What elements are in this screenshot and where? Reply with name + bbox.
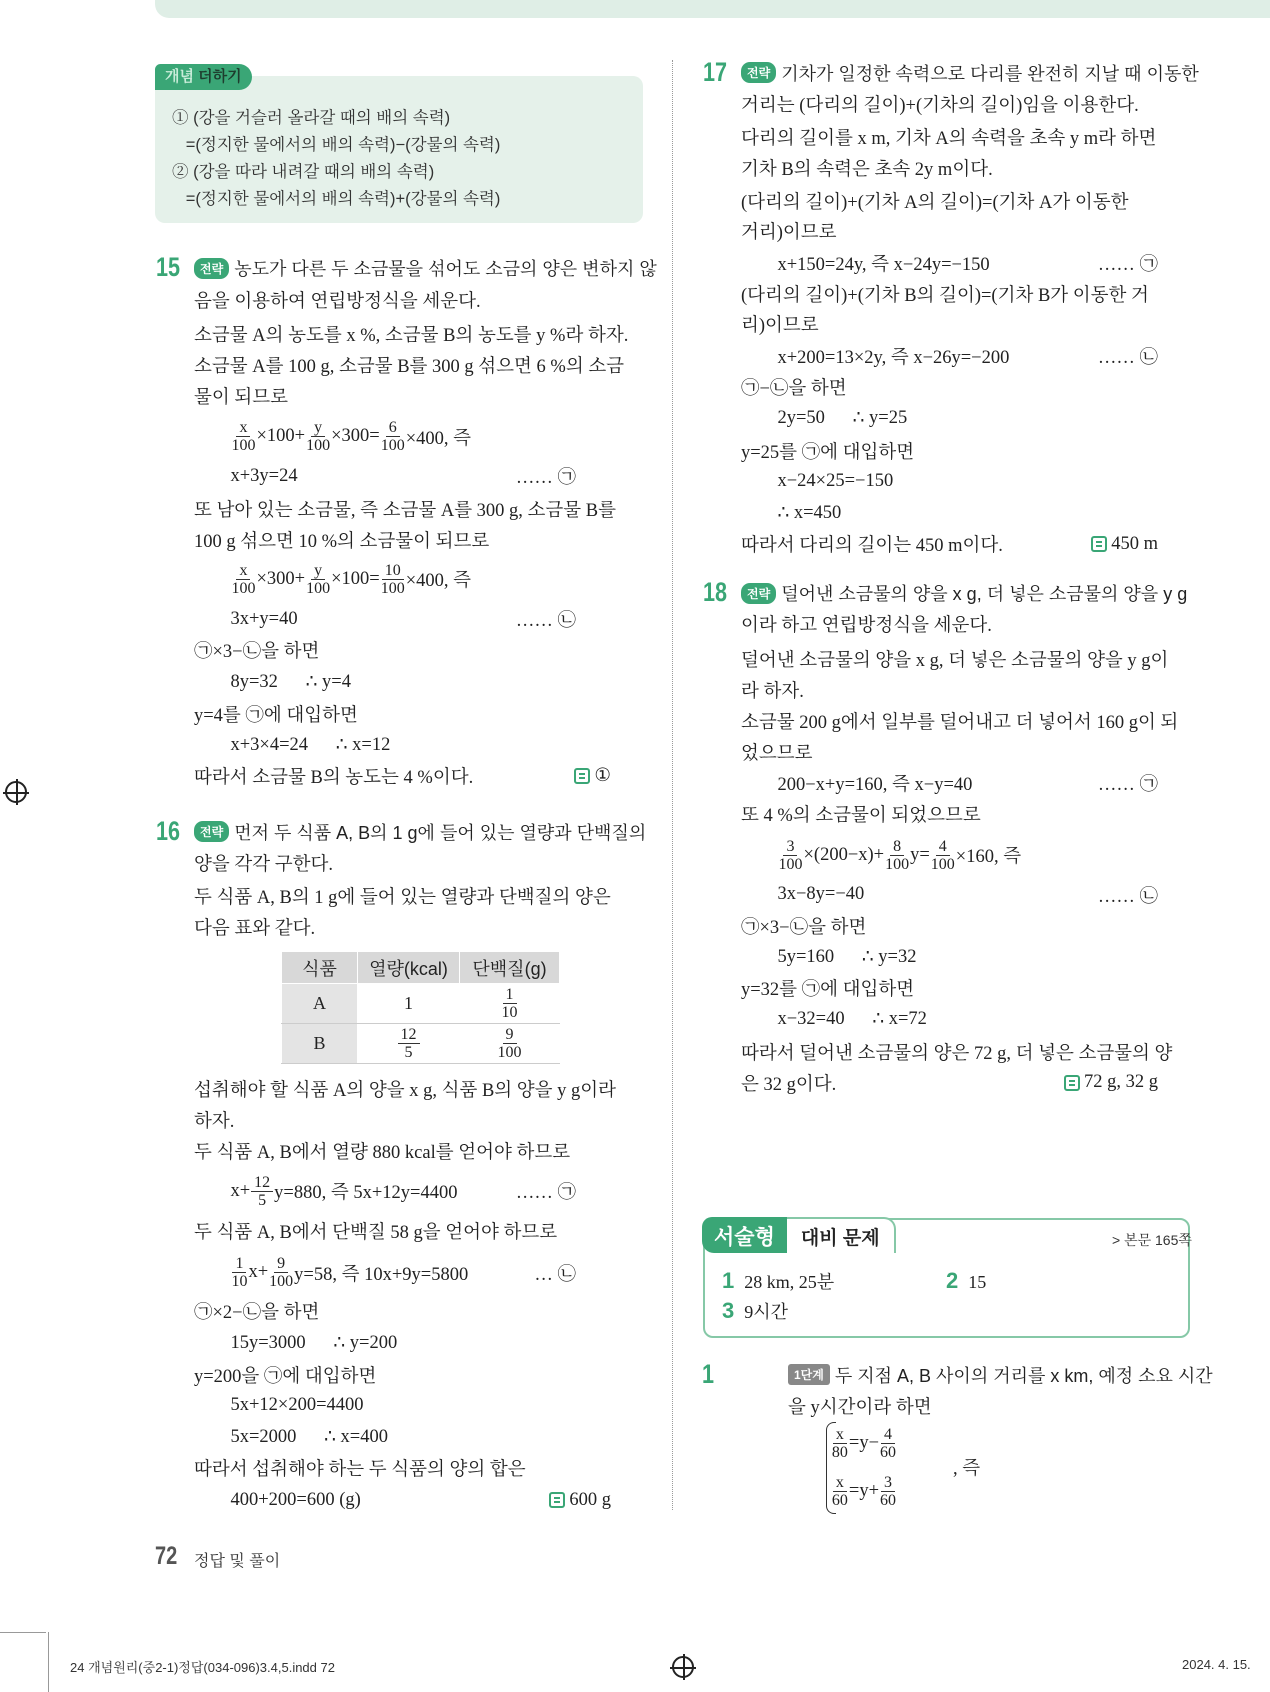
numerator: 12 (398, 1026, 420, 1044)
table-cell: 1 (358, 984, 460, 1024)
denominator: 100 (778, 855, 803, 873)
text-segment: 두 지점 A, B 사이의 거리를 x km, 예정 소요 시간 (834, 1365, 1213, 1386)
fraction (251, 1174, 273, 1209)
fraction (880, 1426, 896, 1461)
denominator: 100 (231, 437, 256, 455)
text-segment: 섭취해야 할 식품 A의 양을 x g, 식품 B의 양을 y g이라 (194, 1081, 617, 1102)
question-number: 16 (156, 815, 181, 846)
text-segment: ㉠−㉡을 하면 (741, 379, 847, 400)
text-segment: y=58, 즉 10x+9y=5800 (294, 1264, 469, 1285)
equation-label: …… ㉠ (515, 468, 576, 489)
text-segment: 두 식품 A, B에서 열량 880 kcal를 얻어야 하므로 (194, 1143, 571, 1164)
table-cell (460, 984, 560, 1024)
numerator: 3 (881, 1474, 895, 1492)
denominator: 100 (269, 1273, 294, 1291)
fraction (880, 1474, 896, 1509)
concept-line: =(정지한 물에서의 배의 속력)+(강물의 속력) (172, 190, 501, 208)
numerator: 1 (503, 986, 517, 1004)
numerator: y (311, 562, 325, 580)
text-segment: ×400, 즉 (405, 571, 472, 592)
equation-label: …… ㉠ (515, 1183, 576, 1204)
text-segment: x+200=13×2y, 즉 x−26y=−200 (777, 348, 1010, 369)
print-date: 2024. 4. 15. (1182, 1657, 1251, 1672)
table-header: 단백질(g) (460, 952, 560, 984)
page-reference-link[interactable]: > 본문 165쪽 (1112, 1232, 1192, 1248)
text-segment: 또 4 %의 소금물이 되었으므로 (741, 806, 981, 827)
text-segment: x+3y=24 (230, 465, 298, 486)
answer-value: 15 (968, 1272, 987, 1292)
text-segment: ×(200−x)+ (803, 844, 885, 865)
text-line (831, 1425, 1188, 1461)
question-number: 17 (703, 56, 728, 87)
text-segment: 라 하자. (741, 681, 804, 702)
equation-label: …… ㉠ (1097, 254, 1158, 275)
text-line (194, 912, 611, 942)
text-segment: 또 남아 있는 소금물, 즉 소금물 A를 300 g, 소금물 B를 (194, 500, 617, 521)
text-segment: 15y=3000 ∴ y=200 (230, 1333, 398, 1354)
text-line (788, 1391, 1188, 1421)
text-segment: 400+200=600 (g) (230, 1489, 361, 1510)
text-segment: (다리의 길이)+(기차 B의 길이)=(기차 B가 이동한 거 (741, 286, 1149, 306)
equation-label: …… ㉠ (1097, 775, 1158, 796)
registration-mark-icon (5, 781, 27, 803)
denominator: 5 (404, 1044, 413, 1061)
text-segment: x+ (248, 1262, 269, 1283)
text-segment: 농도가 다른 두 소금물을 섞어도 소금의 양은 변하지 않 (234, 259, 657, 280)
text-line (230, 1422, 611, 1452)
text-segment: x+ (230, 1180, 251, 1201)
text-segment: ×100= (331, 568, 380, 589)
text-segment: 3x−8y=−40 (777, 884, 865, 905)
text-segment: 음을 이용하여 연립방정식을 세운다. (194, 292, 481, 313)
denominator: 100 (497, 1044, 522, 1061)
text-segment: 5y=160 ∴ y=32 (777, 947, 917, 968)
text-segment: 5x+12×200=4400 (230, 1395, 364, 1416)
strategy-badge: 전략 (741, 583, 776, 604)
answer-value: 72 g, 32 g (1084, 1072, 1158, 1093)
essay-answer-1 (722, 1268, 834, 1294)
crop-mark (48, 1632, 49, 1692)
text-line (230, 1173, 611, 1209)
nutrition-table (281, 951, 560, 1064)
text-segment: 5x=2000 ∴ x=400 (230, 1426, 388, 1447)
numerator: 9 (503, 1026, 517, 1044)
text-line (194, 1216, 611, 1246)
equation-label: …… ㉡ (1097, 886, 1158, 907)
text-segment: 2y=50 ∴ y=25 (777, 408, 908, 429)
text-line (194, 1105, 611, 1135)
denominator: 100 (930, 855, 955, 873)
text-line (194, 1360, 611, 1390)
text-segment: 3x+y=40 (230, 608, 298, 629)
text-segment: 소금물 200 g에서 일부를 덜어내고 더 넣어서 160 g이 되 (741, 713, 1179, 734)
numerator: x (236, 419, 250, 437)
table-cell (358, 1024, 460, 1064)
system-suffix: , 즉 (953, 1459, 981, 1479)
text-segment: 따라서 덜어낸 소금물의 양은 72 g, 더 넣은 소금물의 양 (741, 1043, 1173, 1064)
essay-tab-label: 서술형 (702, 1217, 787, 1253)
text-segment: ×300+ (256, 568, 306, 589)
text-segment: =y+ (848, 1480, 880, 1501)
numerator: 10 (382, 562, 404, 580)
text-segment: 을 y시간이라 하면 (788, 1397, 932, 1418)
strategy-badge: 전략 (194, 821, 229, 842)
answer-number: 2 (946, 1268, 959, 1293)
text-segment: ㉠×3−㉡을 하면 (741, 917, 867, 938)
answer (549, 1490, 611, 1511)
denominator: 60 (880, 1443, 897, 1461)
text-line (194, 1296, 611, 1326)
text-segment: 물이 되므로 (194, 387, 288, 408)
text-segment: 덜어낸 소금물의 양을 x g, 더 넣은 소금물의 양을 y g (781, 584, 1188, 605)
strategy-badge: 전략 (194, 258, 229, 279)
text-line (194, 1453, 611, 1483)
numerator: x (236, 562, 250, 580)
denominator: 5 (258, 1191, 267, 1209)
answer-value: 600 g (569, 1489, 611, 1510)
denominator: 100 (380, 437, 405, 455)
text-line (831, 1473, 1188, 1509)
text-segment: y=25를 ㉠에 대입하면 (741, 442, 915, 463)
text-segment: 이라 하고 연립방정식을 세운다. (741, 616, 992, 637)
text-segment: 다리의 길이를 x m, 기차 A의 속력을 초속 y m라 하면 (741, 129, 1157, 150)
strategy-badge: 1단계 (788, 1364, 830, 1385)
concept-line: ② (강을 따라 내려갈 때의 배의 속력) (172, 163, 435, 181)
answer-value: 9시간 (744, 1302, 789, 1322)
question-number: 15 (156, 252, 181, 283)
question-number: 1 (702, 1358, 715, 1389)
text-segment: x−24×25=−150 (777, 471, 894, 492)
concept-line: =(정지한 물에서의 배의 속력)−(강물의 속력) (172, 136, 501, 154)
table-row (282, 984, 560, 1024)
numerator: x (833, 1474, 847, 1492)
denominator: 100 (380, 579, 405, 597)
text-line (194, 817, 647, 847)
text-segment: 따라서 소금물 B의 농도는 4 %이다. (194, 767, 474, 788)
table-header: 식품 (282, 952, 358, 984)
table-header: 열량(kcal) (358, 952, 460, 984)
text-segment: 었으므로 (741, 744, 813, 765)
numerator: 4 (936, 838, 950, 856)
text-segment: 거리)이므로 (741, 222, 837, 243)
text-segment: y=880, 즉 5x+12y=4400 (274, 1183, 458, 1204)
answer-number: 1 (722, 1268, 735, 1293)
text-segment: =y− (848, 1432, 880, 1453)
table-row (282, 1024, 560, 1064)
denominator: 100 (306, 437, 331, 455)
system-brace (826, 1422, 836, 1514)
text-segment: 거리는 (다리의 길이)+(기차의 길이)임을 이용한다. (741, 96, 1139, 117)
numerator: 6 (386, 419, 400, 437)
text-segment: ㉠×2−㉡을 하면 (194, 1303, 320, 1324)
text-segment: (다리의 길이)+(기차 A의 길이)=(기차 A가 이동한 (741, 192, 1129, 213)
table-cell (460, 1024, 560, 1064)
text-segment: ×300= (331, 426, 380, 447)
text-segment: 리)이므로 (741, 316, 819, 337)
answer-icon (549, 1492, 565, 1508)
crop-mark (0, 1632, 46, 1633)
question-number: 18 (703, 577, 728, 608)
answer-value: ① (594, 765, 611, 786)
text-line (194, 1074, 617, 1104)
text-segment: 기차 B의 속력은 초속 2y m이다. (741, 160, 993, 181)
text-segment: x+3×4=24 ∴ x=12 (230, 734, 391, 755)
denominator: 100 (231, 579, 256, 597)
text-segment: 따라서 다리의 길이는 450 m이다. (741, 536, 1003, 556)
page-title: 정답 및 풀이 (194, 1553, 281, 1570)
numerator: y (311, 419, 325, 437)
registration-mark-icon (672, 1656, 694, 1678)
concept-line: ① (강을 거슬러 올라갈 때의 배의 속력) (172, 109, 451, 127)
denominator: 100 (306, 579, 331, 597)
file-info: 24 개념원리(중2-1)정답(034-096)3.4,5.indd 72 (70, 1660, 335, 1675)
text-segment: ×160, 즉 (955, 847, 1022, 868)
answer-value: 28 km, 25분 (744, 1272, 835, 1292)
text-segment: 먼저 두 식품 A, B의 1 g에 들어 있는 열량과 단백질의 (234, 822, 647, 843)
text-segment: 소금물 A를 100 g, 소금물 B를 300 g 섞으면 6 %의 소금 (194, 356, 625, 377)
text-segment: y=4를 ㉠에 대입하면 (194, 705, 358, 726)
text-segment: 100 g 섞으면 10 %의 소금물이 되므로 (194, 531, 490, 552)
numerator: 4 (881, 1426, 895, 1444)
text-line (230, 1485, 611, 1515)
text-segment: ×100+ (256, 426, 306, 447)
text-line (194, 881, 611, 911)
text-segment: 두 식품 A, B에서 단백질 58 g을 얻어야 하므로 (194, 1222, 558, 1243)
text-line (230, 1391, 611, 1421)
denominator: 10 (501, 1004, 518, 1021)
text-segment: x−32=40 ∴ x=72 (777, 1009, 927, 1030)
text-line (194, 848, 611, 878)
numerator: 12 (251, 1174, 273, 1192)
text-segment: 따라서 섭취해야 하는 두 식품의 양의 합은 (194, 1459, 526, 1480)
text-segment: ×400, 즉 (405, 428, 472, 449)
text-segment: y= (910, 844, 930, 865)
concept-tab-label: 개념 (165, 68, 194, 85)
column-divider (672, 60, 673, 1510)
text-segment: 덜어낸 소금물의 양을 x g, 더 넣은 소금물의 양을 y g이 (741, 650, 1169, 671)
denominator: 80 (831, 1443, 848, 1461)
numerator: 8 (890, 838, 904, 856)
text-segment: y=200을 ㉠에 대입하면 (194, 1366, 377, 1387)
essay-tab-sublabel: 대비 문제 (787, 1217, 896, 1253)
essay-answer-3 (722, 1298, 788, 1324)
text-line (230, 1255, 611, 1291)
text-line (230, 1328, 611, 1358)
answer-value: 450 m (1111, 533, 1158, 554)
numerator: 3 (783, 838, 797, 856)
essay-tab (702, 1217, 896, 1253)
numerator: x (833, 1426, 847, 1444)
fraction (231, 1255, 247, 1290)
numerator: 9 (274, 1255, 288, 1273)
answer-number: 3 (722, 1298, 735, 1323)
text-segment: 소금물 A의 농도를 x %, 소금물 B의 농도를 y %라 하자. (194, 325, 629, 346)
page-number: 72 (155, 1542, 178, 1570)
table-cell: B (282, 1024, 358, 1064)
equation-label: …… ㉡ (1097, 348, 1158, 369)
denominator: 60 (831, 1491, 848, 1509)
text-segment: x+150=24y, 즉 x−24y=−150 (777, 254, 990, 275)
text-segment: 다음 표와 같다. (194, 919, 316, 940)
equation-label: … ㉡ (534, 1264, 576, 1285)
concept-tab-sublabel: 더하기 (198, 68, 242, 85)
denominator: 10 (231, 1273, 248, 1291)
text-segment: 8y=32 ∴ y=4 (230, 672, 351, 693)
table-cell: A (282, 984, 358, 1024)
text-segment: ㉠×3−㉡을 하면 (194, 642, 320, 663)
text-segment: 양을 각각 구한다. (194, 854, 333, 875)
text-line (788, 1360, 1213, 1390)
text-segment: 은 32 g이다. (741, 1074, 837, 1095)
strategy-badge: 전략 (741, 62, 776, 83)
text-segment: 200−x+y=160, 즉 x−y=40 (777, 775, 973, 796)
fraction (269, 1255, 293, 1290)
denominator: 60 (880, 1491, 897, 1509)
equation-label: …… ㉡ (515, 611, 576, 632)
text-segment: ∴ x=450 (777, 502, 842, 523)
text-line (194, 1136, 611, 1166)
text-segment: 하자. (194, 1112, 235, 1133)
text-segment: 두 식품 A, B의 1 g에 들어 있는 열량과 단백질의 양은 (194, 887, 611, 908)
essay-answer-2 (946, 1268, 986, 1294)
numerator: 1 (232, 1255, 246, 1273)
text-segment: 기차가 일정한 속력으로 다리를 완전히 지날 때 이동한 (781, 63, 1199, 84)
text-segment: y=32를 ㉠에 대입하면 (741, 980, 915, 1001)
denominator: 100 (885, 855, 910, 873)
